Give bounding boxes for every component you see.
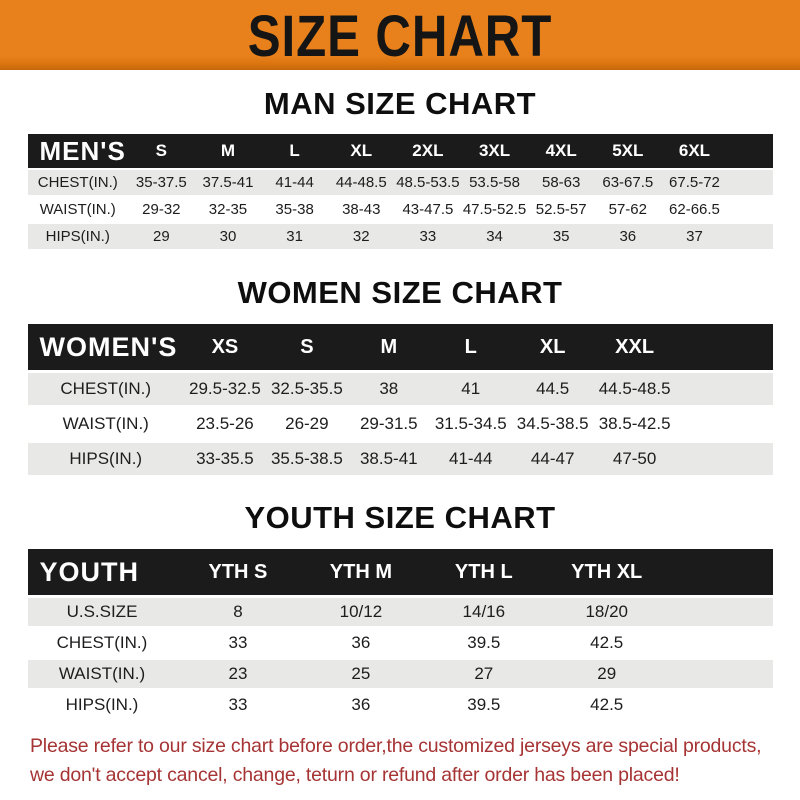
size-value: 31.5-34.5 <box>430 408 512 440</box>
size-value: 42.5 <box>545 629 668 657</box>
women-size-table <box>28 321 773 478</box>
spacer-cell <box>668 691 772 719</box>
disclaimer-line-1: Please refer to our size chart before order,the customized jerseys are special products, <box>30 735 762 757</box>
column-header: XL <box>512 324 594 370</box>
size-value: 38-43 <box>328 197 395 222</box>
size-value: 33-35.5 <box>184 443 266 475</box>
row-label: CHEST(IN.) <box>28 170 129 195</box>
table-header-row <box>28 324 773 370</box>
column-header: 2XL <box>395 134 462 168</box>
size-value: 18/20 <box>545 598 668 626</box>
size-value: 62-66.5 <box>661 197 728 222</box>
size-value: 44.5-48.5 <box>594 373 676 405</box>
size-value: 37.5-41 <box>195 170 262 195</box>
size-value: 41-44 <box>430 443 512 475</box>
row-label: HIPS(IN.) <box>28 691 177 719</box>
size-value: 35-37.5 <box>128 170 195 195</box>
size-value: 67.5-72 <box>661 170 728 195</box>
size-value: 34.5-38.5 <box>512 408 594 440</box>
size-value: 42.5 <box>545 691 668 719</box>
size-value: 57-62 <box>595 197 662 222</box>
column-header: L <box>430 324 512 370</box>
spacer-cell <box>676 408 773 440</box>
size-value: 35-38 <box>261 197 328 222</box>
disclaimer-line-2: we don't accept cancel, change, teturn or refund after order has been placed! <box>30 764 680 787</box>
table-row <box>28 691 773 719</box>
size-value: 14/16 <box>422 598 545 626</box>
size-value: 29-32 <box>128 197 195 222</box>
men-section-title: MAN SIZE CHART <box>263 86 537 121</box>
men-size-section <box>0 86 800 251</box>
size-value: 39.5 <box>422 691 545 719</box>
size-value: 30 <box>195 224 262 249</box>
size-value: 47-50 <box>594 443 676 475</box>
size-value: 52.5-57 <box>528 197 595 222</box>
spacer-cell <box>728 224 773 249</box>
size-value: 47.5-52.5 <box>461 197 528 222</box>
column-header: 5XL <box>595 134 662 168</box>
row-label: WAIST(IN.) <box>28 197 129 222</box>
row-label: CHEST(IN.) <box>28 629 177 657</box>
table-row <box>28 408 773 440</box>
table-row <box>28 598 773 626</box>
spacer-cell <box>668 549 772 595</box>
spacer-cell <box>728 170 773 195</box>
size-value: 38.5-41 <box>348 443 430 475</box>
size-value: 29 <box>545 660 668 688</box>
size-value: 48.5-53.5 <box>395 170 462 195</box>
table-row <box>28 197 773 222</box>
size-value: 27 <box>422 660 545 688</box>
table-row <box>28 373 773 405</box>
size-value: 33 <box>395 224 462 249</box>
row-label: WAIST(IN.) <box>28 660 177 688</box>
spacer-cell <box>676 373 773 405</box>
size-value: 44.5 <box>512 373 594 405</box>
size-value: 29.5-32.5 <box>184 373 266 405</box>
table-row <box>28 170 773 195</box>
row-label: U.S.SIZE <box>28 598 177 626</box>
column-header: 3XL <box>461 134 528 168</box>
table-header-row <box>28 134 773 168</box>
size-value: 36 <box>299 691 422 719</box>
size-value: 37 <box>661 224 728 249</box>
size-value: 31 <box>261 224 328 249</box>
table-row <box>28 629 773 657</box>
column-header: M <box>348 324 430 370</box>
size-value: 23 <box>177 660 300 688</box>
column-header: XXL <box>594 324 676 370</box>
column-header: 6XL <box>661 134 728 168</box>
size-value: 29-31.5 <box>348 408 430 440</box>
table-corner-label: MEN'S <box>28 134 129 168</box>
size-value: 29 <box>128 224 195 249</box>
size-value: 35.5-38.5 <box>266 443 348 475</box>
size-value: 44-48.5 <box>328 170 395 195</box>
size-value: 63-67.5 <box>595 170 662 195</box>
row-label: HIPS(IN.) <box>28 224 129 249</box>
spacer-cell <box>728 134 773 168</box>
size-value: 58-63 <box>528 170 595 195</box>
row-label: HIPS(IN.) <box>28 443 184 475</box>
size-value: 25 <box>299 660 422 688</box>
spacer-cell <box>668 629 772 657</box>
column-header: S <box>128 134 195 168</box>
youth-section-title: YOUTH SIZE CHART <box>244 500 556 535</box>
column-header: YTH XL <box>545 549 668 595</box>
size-value: 41-44 <box>261 170 328 195</box>
size-chart-banner <box>0 0 800 70</box>
size-value: 53.5-58 <box>461 170 528 195</box>
banner-title: SIZE CHART <box>247 1 553 69</box>
row-label: WAIST(IN.) <box>28 408 184 440</box>
youth-size-section <box>0 500 800 722</box>
size-value: 34 <box>461 224 528 249</box>
column-header: XS <box>184 324 266 370</box>
table-corner-label: WOMEN'S <box>28 324 184 370</box>
size-value: 38 <box>348 373 430 405</box>
table-row <box>28 443 773 475</box>
size-value: 32.5-35.5 <box>266 373 348 405</box>
table-row <box>28 224 773 249</box>
column-header: S <box>266 324 348 370</box>
row-label: CHEST(IN.) <box>28 373 184 405</box>
column-header: XL <box>328 134 395 168</box>
column-header: L <box>261 134 328 168</box>
size-value: 32-35 <box>195 197 262 222</box>
size-value: 38.5-42.5 <box>594 408 676 440</box>
size-value: 10/12 <box>299 598 422 626</box>
column-header: M <box>195 134 262 168</box>
size-value: 32 <box>328 224 395 249</box>
column-header: YTH L <box>422 549 545 595</box>
table-row <box>28 660 773 688</box>
table-corner-label: YOUTH <box>28 549 177 595</box>
spacer-cell <box>676 443 773 475</box>
size-value: 33 <box>177 691 300 719</box>
women-size-section <box>0 275 800 478</box>
size-value: 41 <box>430 373 512 405</box>
disclaimer-note <box>30 732 772 791</box>
column-header: 4XL <box>528 134 595 168</box>
women-section-title: WOMEN SIZE CHART <box>237 275 563 310</box>
youth-size-table <box>28 546 773 722</box>
size-value: 44-47 <box>512 443 594 475</box>
size-value: 26-29 <box>266 408 348 440</box>
size-value: 43-47.5 <box>395 197 462 222</box>
spacer-cell <box>668 598 772 626</box>
men-size-table <box>28 132 773 251</box>
spacer-cell <box>728 197 773 222</box>
size-value: 36 <box>595 224 662 249</box>
size-value: 33 <box>177 629 300 657</box>
size-value: 35 <box>528 224 595 249</box>
size-value: 8 <box>177 598 300 626</box>
spacer-cell <box>676 324 773 370</box>
size-value: 36 <box>299 629 422 657</box>
spacer-cell <box>668 660 772 688</box>
column-header: YTH S <box>177 549 300 595</box>
size-value: 23.5-26 <box>184 408 266 440</box>
size-value: 39.5 <box>422 629 545 657</box>
column-header: YTH M <box>299 549 422 595</box>
table-header-row <box>28 549 773 595</box>
